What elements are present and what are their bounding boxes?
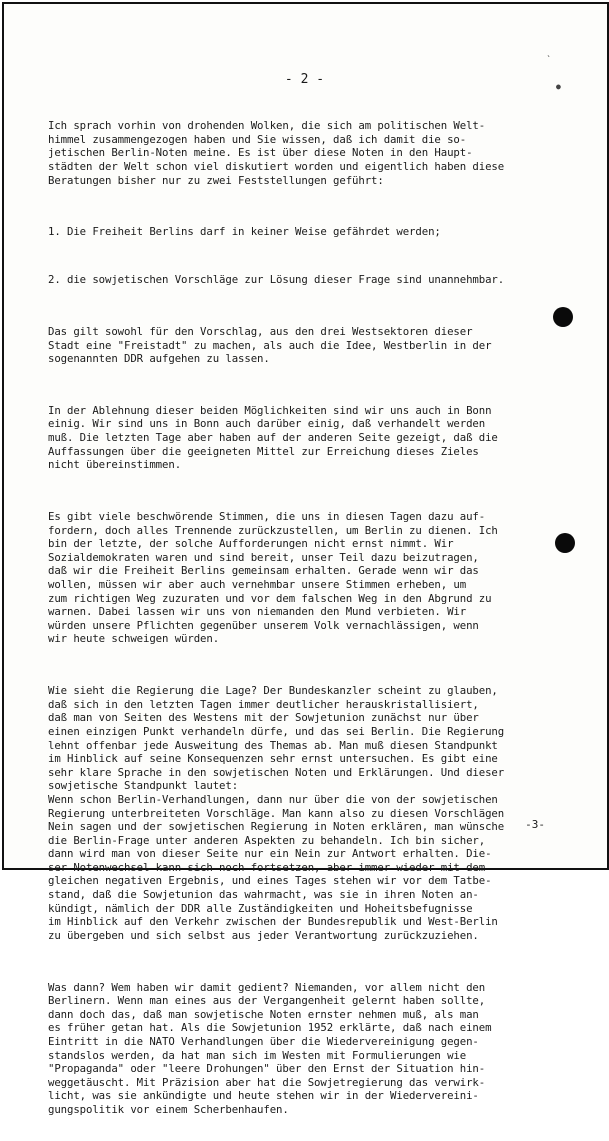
punch-hole-top <box>553 307 573 327</box>
paragraph-5: Wie sieht die Regierung die Lage? Der Bundeskanzler scheint zu glauben, daß sich in den letzten Tagen immer deutlicher herauskristallisiert, daß man von Seiten des Westens mit der Sowjetunion zunächst nur über einen einzigen Punkt verhandeln dürfe, und das sei Berlin. Die Regierung lehnt offenbar jede Ausweitung des Themas ab. Man muß diesen Standpunkt im Hinblick auf seine Konsequenzen sehr ernst untersuchen. Es gibt eine sehr klare Sprache in den sowjetischen Noten und Erklärungen. Und dieser sowjetische Standpunkt lautet: Wenn schon Berlin-Verhandlungen, dann nur über die von der sowjetischen Regierung unterbreiteten Vorschläge. Man kann also zu diesen Vorschlägen Nein sagen und der sowjetischen Regierung in Noten erklären, man wünsche die Berlin-Frage unter anderen Aspekten zu behandeln. Ich bin sicher, dann wird man von dieser Seite nur ein Nein zur Antwort erhalten. Die- ser Notenwechsel kann sich noch fortsetzen, aber immer wieder mit dem gleichen negativen Ergebnis, und eines Tages stehen wir vor dem Tatbe- stand, daß die Sowjetunion das wahrmacht, was sie in ihren Noten an- kündigt, nämlich der DDR alle Zuständigkeiten und Hoheitsbefugnisse im Hinblick auf den Verkehr zwischen der Bundesrepublik und West-Berlin zu übergeben und sich selbst aus jeder Verantwortung zurückzuziehen. <box>48 684 505 942</box>
list-item-1: 1. Die Freiheit Berlins darf in keiner Weise gefährdet werden; <box>48 225 441 239</box>
list-item-2: 2. die sowjetischen Vorschläge zur Lösung dieser Frage sind unannehmbar. <box>48 273 505 287</box>
margin-dot: ● <box>556 82 561 91</box>
punch-hole-bottom <box>555 533 575 553</box>
body-text <box>48 92 568 1141</box>
paragraph-1: Ich sprach vorhin von drohenden Wolken, die sich am politischen Welt- himmel zusammengezogen haben und Sie wissen, daß ich damit die so- jetischen Berlin-Noten meine. Es ist über diese Noten in den Haupt- städten der Welt schon viel diskutiert worden und eigentlich haben diese Beratungen bisher nur zu zwei Feststellungen geführt: <box>48 119 505 187</box>
paragraph-3: In der Ablehnung dieser beiden Möglichkeiten sind wir uns auch in Bonn einig. Wir sind uns in Bonn auch darüber einig, daß verhandelt werden muß. Die letzten Tage aber haben auf der anderen Seite gezeigt, daß die Auffassungen über die geeigneten Mittel zur Erreichung dieses Zieles nicht übereinstimmen. <box>48 403 498 472</box>
paragraph-4: Es gibt viele beschwörende Stimmen, die uns in diesen Tagen dazu auf- fordern, doch alles Trennende zurückzustellen, um Berlin zu dienen. Ich bin der letzte, der solche Aufforderungen nicht ernst nimmt. Wir Sozialdemokraten waren und sind bereit, unser Teil dazu beizutragen, daß wir die Freiheit Berlins gemeinsam erhalten. Gerade wenn wir das wollen, müssen wir aber auch vernehmbar unsere Stimmen erheben, um zum richtigen Weg zuzuraten und vor dem falschen Weg in den Abgrund zu warnen. Dabei lassen wir uns von niemanden den Mund verbieten. Wir würden unsere Pflichten gegenüber unserem Volk vernachlässigen, wenn wir heute schweigen würden. <box>48 510 498 646</box>
paragraph-6: Was dann? Wem haben wir damit gedient? Niemanden, vor allem nicht den Berlinern. Wenn man eines aus der Vergangenheit gelernt haben sollte, dann doch das, daß man sowjetische Noten ernster nehmen muß, als man es früher getan hat. Als die Sowjetunion 1952 erklärte, daß nach einem Eintritt in die NATO Verhandlungen über die Wiedervereinigung gegen- standslos werden, da hat man sich im Westen mit Formulierungen wie "Propaganda" oder "leere Drohungen" über den Ernst der Situation hin- weggetäuscht. Mit Präzision aber hat die Sowjetregierung das verwirk- licht, was sie ankündigte und heute stehen wir in der Wiedervereini- gungspolitik vor einem Scherbenhaufen. <box>48 980 492 1116</box>
next-page-number: -3- <box>525 818 545 831</box>
page-number: - 2 - <box>284 72 325 87</box>
paragraph-2: Das gilt sowohl für den Vorschlag, aus den drei Westsektoren dieser Stadt eine "Freistadt" zu machen, als auch die Idee, Westberlin in der sogenannten DDR aufgehen zu lassen. <box>48 324 492 366</box>
margin-mark: ˋ <box>546 55 553 66</box>
